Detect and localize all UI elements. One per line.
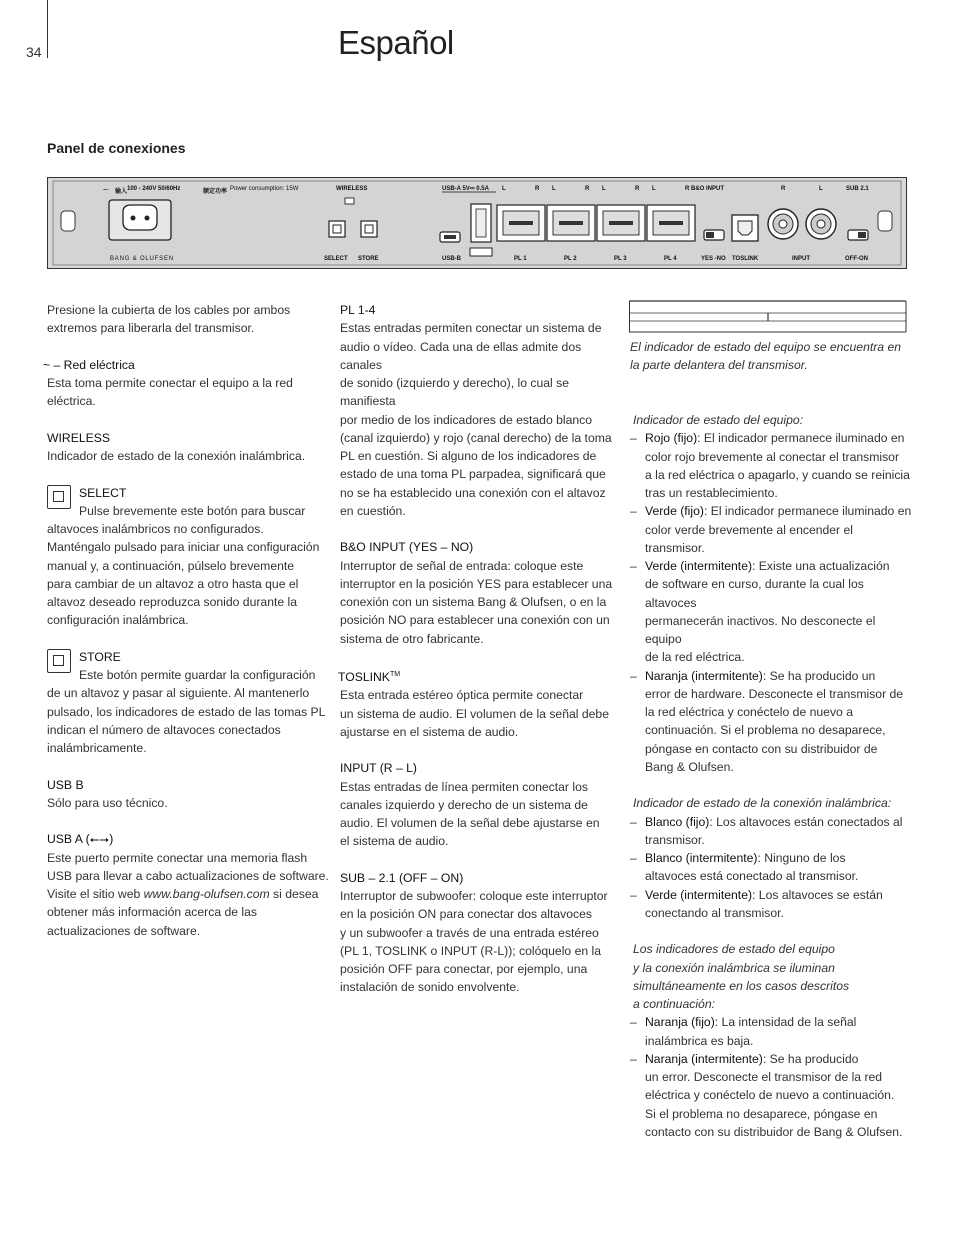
store-heading: STORE (79, 649, 121, 664)
list-dash: – (630, 1051, 637, 1066)
panel-label-pl2: PL 2 (564, 256, 577, 262)
bo-input-heading: B&O INPUT (YES – NO) (340, 540, 474, 555)
store-text: indican el número de altavoces conectados (47, 722, 281, 737)
panel-brand-logo: BANG & OLUFSEN (110, 256, 174, 262)
list-item-text: : Los altavoces se están (752, 887, 883, 902)
toslink-text: ajustarse en el sistema de audio. (340, 724, 519, 739)
store-block (47, 648, 332, 758)
panel-label-r2: R (585, 186, 590, 192)
panel-label-yesno: YES -NO (701, 256, 726, 262)
panel-label-usba: USB-A 5V⎓ 0.5A (442, 186, 489, 192)
toslink-heading (338, 666, 625, 686)
list-item-label: Verde (intermitente) (645, 559, 753, 573)
usba-heading-end: ) (109, 832, 114, 847)
sub-heading: SUB – 2.1 (OFF – ON) (340, 870, 464, 885)
panel-label-wireless: WIRELESS (336, 186, 368, 192)
list-item (630, 502, 915, 557)
bo-input-text: interruptor en la posición YES para establecer una (340, 576, 613, 591)
usba-text: obtener más información acerca de las (47, 905, 258, 920)
usbb-text: Sólo para uso técnico. (47, 795, 168, 810)
intro-line: Presione la cubierta de los cables por ambos (47, 303, 291, 317)
page-title: Español (338, 24, 454, 61)
list-item-text: : Los altavoces están conectados al (709, 814, 903, 829)
list-dash: – (630, 1015, 637, 1030)
bo-input-text: Interruptor de señal de entrada: coloque este (340, 558, 584, 573)
list-item-first-line (645, 557, 915, 575)
list-dash: – (630, 887, 637, 902)
panel-label-consumption: Power consumption: 15W (230, 186, 299, 192)
pl-text: en cuestión. (340, 503, 406, 518)
wireless-heading: WIRELESS (47, 430, 110, 445)
pl-text: Estas entradas permiten conectar un sistema de (340, 321, 602, 336)
list-item-text: : El indicador permanece iluminado en (697, 431, 905, 446)
list-item-line: inalámbrica es baja. (645, 1033, 754, 1048)
list-item-line: permanecerán inactivos. No desconecte el equipo (645, 613, 876, 646)
select-text: altavoces inalámbricos no configurados. (47, 522, 264, 536)
list-item-label: Naranja (intermitente) (645, 1051, 763, 1066)
usba-text-part: Visite el sitio web (47, 887, 144, 901)
select-button-icon (47, 485, 71, 509)
list-item-first-line (645, 1013, 915, 1031)
select-text: Manténgalo pulsado para iniciar una configuración (47, 540, 320, 555)
input-text: el sistema de audio. (340, 834, 449, 849)
usbb-heading: USB B (47, 777, 84, 792)
list-item-line: a la red eléctrica o apagarlo, y cuando se reinicia (645, 467, 910, 482)
wireless-text: Indicador de estado de la conexión inalámbrica. (47, 449, 306, 463)
bo-input-text: conexión con un sistema Bang & Olufsen, o en la (340, 595, 607, 609)
panel-label-pl1: PL 1 (514, 256, 527, 262)
section-title: Panel de conexiones (47, 140, 186, 156)
list-item-first-line (645, 502, 915, 520)
list-item-first-line (645, 667, 915, 685)
list-item-label: Rojo (fijo) (645, 431, 698, 446)
pl-text: PL en cuestión. Si alguno de los indicadores de (340, 449, 597, 463)
combined-indicator-heading: a continuación: (633, 997, 715, 1011)
toslink-heading-text: TOSLINK (338, 670, 390, 685)
usba-text (47, 885, 332, 903)
power-symbol-icon: 〜 (103, 188, 110, 194)
list-item-line: Si el problema no desaparece, póngase en (645, 1106, 878, 1121)
input-text: canales izquierdo y derecho de un sistema de (340, 797, 588, 812)
list-item-line: la red eléctrica y conéctelo de nuevo a (645, 705, 853, 719)
panel-label-pl4: PL 4 (664, 256, 677, 262)
combined-indicator-heading: y la conexión inalámbrica se iluminan (633, 960, 835, 975)
list-dash: – (630, 559, 637, 573)
list-item-text: : El indicador permanece iluminado en (703, 504, 912, 519)
select-heading: SELECT (79, 485, 127, 500)
list-item-line: transmisor. (645, 832, 705, 847)
input-text: Estas entradas de línea permiten conectar los (340, 779, 588, 794)
select-text: Pulse brevemente este botón para buscar (79, 503, 306, 518)
usba-text-part: si desea (269, 887, 319, 901)
list-item-line: póngase en contacto con su distribuidor de (645, 741, 878, 756)
list-item-first-line (645, 849, 915, 867)
list-item-label: Blanco (intermitente) (645, 851, 758, 865)
column-3 (630, 338, 915, 1141)
bo-input-text: sistema de otro fabricante. (340, 631, 484, 646)
combined-indicator-heading: Los indicadores de estado del equipo (633, 942, 835, 957)
sub-text: (PL 1, TOSLINK o INPUT (R-L)); colóquelo en la (340, 943, 602, 958)
sub-text: Interruptor de subwoofer: coloque este interruptor (340, 889, 608, 904)
device-indicator-heading: Indicador de estado del equipo: (633, 413, 804, 427)
column-1 (43, 301, 332, 940)
pl-text: estado de una toma PL parpadea, significará que (340, 467, 606, 482)
list-item (630, 1050, 915, 1141)
panel-label-offon: OFF-ON (845, 256, 868, 262)
list-item-text: : La intensidad de la señal (714, 1015, 857, 1030)
sub-text: posición OFF para conectar, por ejemplo, una (340, 962, 588, 977)
list-item (630, 429, 915, 502)
sub-text: instalación de sonido envolvente. (340, 980, 520, 995)
panel-label-power-cn: 输入 (115, 189, 128, 195)
list-item-first-line (645, 813, 915, 831)
panel-label-input: INPUT (792, 256, 810, 262)
list-item-line: de software en curso, durante la cual los altavoces (645, 577, 864, 610)
list-dash: – (630, 431, 637, 446)
device-indicator-list (630, 429, 915, 776)
connection-panel-illustration (47, 177, 907, 269)
store-button-icon (47, 649, 71, 673)
list-item (630, 667, 915, 777)
select-block (47, 484, 332, 630)
list-item-label: Verde (intermitente) (645, 887, 753, 902)
panel-label-sub: SUB 2.1 (846, 186, 869, 192)
list-item-line: contacto con su distribuidor de Bang & Olufsen. (645, 1124, 903, 1139)
header-rule-left (47, 0, 48, 58)
list-item-text: : Se ha producido (762, 1051, 859, 1066)
mains-text: eléctrica. (47, 394, 96, 409)
list-item-text: : Ninguno de los (757, 851, 846, 865)
list-item-text: : Se ha producido un (762, 668, 876, 683)
list-item-first-line (645, 886, 915, 904)
panel-label-r3: R (635, 186, 640, 192)
store-text: pulsado, los indicadores de estado de las tomas PL (47, 704, 326, 719)
list-item-first-line (645, 429, 915, 447)
list-item (630, 849, 915, 886)
list-item-first-line (645, 1050, 915, 1068)
pl-text: (canal izquierdo) y rojo (canal derecho) de la toma (340, 430, 612, 445)
list-item (630, 886, 915, 923)
sub-text: en la posición ON para conectar dos altavoces (340, 907, 593, 922)
combined-indicator-heading: simultáneamente en los casos descritos (633, 978, 850, 993)
panel-label-bo-input: R B&O INPUT (685, 186, 724, 192)
select-text: configuración inalámbrica. (47, 613, 189, 628)
list-item-line: error de hardware. Desconecte el transmisor de (645, 686, 904, 701)
list-item-line: un error. Desconecte el transmisor de la red (645, 1070, 883, 1084)
list-item-line: tras un restablecimiento. (645, 486, 778, 500)
toslink-text: Esta entrada estéreo óptica permite conectar (340, 688, 584, 703)
store-text: de un altavoz y pasar al siguiente. Al mantenerlo (47, 686, 310, 701)
usba-text: Este puerto permite conectar una memoria flash (47, 850, 308, 865)
usba-text: USB para llevar a cabo actualizaciones de software. (47, 868, 329, 883)
trademark-mark: TM (389, 671, 401, 678)
store-text: Este botón permite guardar la configuración (79, 668, 316, 682)
panel-label-power: 100 - 240V 50/60Hz (127, 186, 181, 192)
usb-symbol-icon: ⭠⭢ (89, 832, 110, 847)
panel-label-select: SELECT (324, 256, 348, 262)
list-item-line: de la red eléctrica. (645, 650, 745, 665)
panel-label-usbb: USB-B (442, 256, 461, 262)
panel-label-pl3: PL 3 (614, 256, 627, 262)
pl-text: de sonido (izquierdo y derecho), lo cual se manifiesta (340, 376, 569, 409)
usba-heading-text: USB A ( (47, 832, 90, 847)
list-item-text: : Existe una actualización (752, 559, 890, 573)
usba-text: actualizaciones de software. (47, 923, 201, 938)
panel-label-l3: L (602, 186, 606, 192)
panel-label-store: STORE (358, 256, 379, 262)
mains-heading: ~ – Red eléctrica (43, 357, 135, 372)
list-item-line: Bang & Olufsen. (645, 759, 734, 774)
mains-text: Esta toma permite conectar el equipo a la red (47, 376, 293, 390)
panel-label-power-cn2: 额定功率 (203, 189, 228, 195)
list-item-label: Naranja (fijo) (645, 1015, 715, 1030)
panel-label-input-r: R (781, 186, 786, 192)
list-dash: – (630, 668, 637, 683)
list-item-label: Naranja (intermitente) (645, 668, 763, 683)
list-dash: – (630, 851, 637, 865)
list-item-line: eléctrica y conéctelo de nuevo a continuación. (645, 1088, 895, 1103)
store-text: inalámbricamente. (47, 741, 147, 755)
list-item-line: conectando al transmisor. (645, 905, 784, 920)
list-item-label: Verde (fijo) (645, 504, 704, 519)
pl-text: audio o vídeo. Cada una de ellas admite dos canales (340, 339, 582, 372)
pl-heading: PL 1-4 (340, 303, 376, 317)
list-item-line: color verde brevemente al encender el transmisor. (645, 522, 853, 555)
toslink-text: un sistema de audio. El volumen de la señal debe (340, 706, 609, 721)
panel-label-r1: R (535, 186, 540, 192)
intro-line: extremos para liberarla del transmisor. (47, 321, 255, 336)
select-text: altavoz deseado reproduzca sonido durante la (47, 595, 298, 609)
sub-text: y un subwoofer a través de una entrada estéreo (340, 925, 599, 940)
list-item-line: altavoces está conectado al transmisor. (645, 869, 859, 884)
website-link[interactable]: www.bang-olufsen.com (143, 887, 270, 901)
panel-label-l2: L (552, 186, 556, 192)
list-item-line: continuación. Si el problema no desaparece, (645, 723, 886, 738)
input-heading: INPUT (R – L) (340, 761, 417, 776)
illustration-caption: El indicador de estado del equipo se encuentra en (630, 340, 902, 354)
bo-input-text: posición NO para establecer una conexión con un (340, 613, 610, 628)
page-number: 34 (26, 44, 42, 60)
list-item (630, 1013, 915, 1050)
illustration-caption: la parte delantera del transmisor. (630, 358, 808, 373)
input-text: audio. El volumen de la señal debe ajustarse en (340, 816, 600, 831)
select-text: manual y, a continuación, púlselo brevemente (47, 558, 295, 573)
list-item-line: color rojo brevemente al conectar el transmisor (645, 449, 900, 464)
list-dash: – (630, 814, 637, 829)
panel-label-l4: L (652, 186, 656, 192)
panel-label-toslink: TOSLINK (732, 256, 759, 262)
select-text: para cambiar de un altavoz a otro hasta que el (47, 576, 299, 591)
usba-heading (47, 830, 332, 848)
list-dash: – (630, 504, 637, 519)
list-item-label: Blanco (fijo) (645, 814, 710, 829)
panel-label-input-l: L (819, 186, 823, 192)
pl-text: no se ha establecido una conexión con el altavoz (340, 485, 606, 500)
pl-text: por medio de los indicadores de estado blanco (340, 412, 593, 427)
panel-label-l1: L (502, 186, 506, 192)
wireless-indicator-heading: Indicador de estado de la conexión inalámbrica: (633, 796, 892, 811)
list-item (630, 813, 915, 850)
column-2 (340, 301, 625, 997)
list-item (630, 557, 915, 667)
wireless-indicator-list (630, 813, 915, 923)
combined-indicator-list (630, 1013, 915, 1141)
front-indicator-illustration (629, 299, 907, 333)
